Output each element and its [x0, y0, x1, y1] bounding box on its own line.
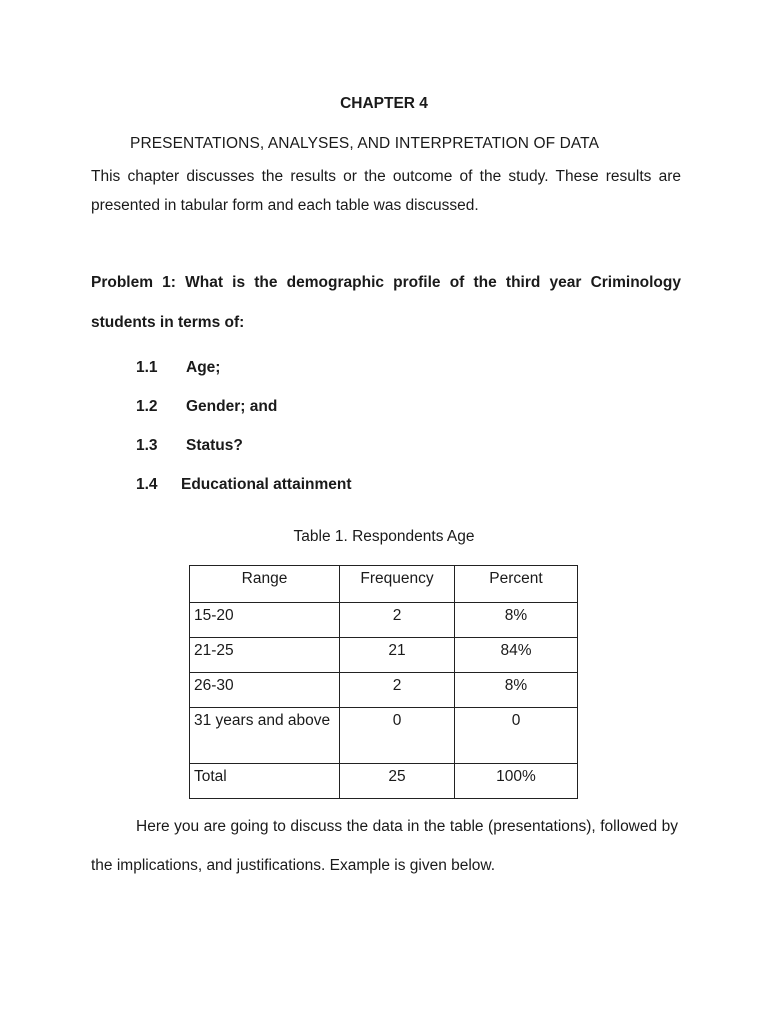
chapter-heading: CHAPTER 4 — [340, 95, 428, 112]
cell-percent: 8% — [455, 673, 578, 708]
discussion-paragraph — [91, 807, 678, 885]
problem-statement: Problem 1: What is the demographic profile of the third year Criminology students in terms of: — [91, 274, 681, 331]
discussion-text: Here you are going to discuss the data in the table (presentations), followed by the implications, and justifications. Example is given below. — [91, 818, 678, 874]
cell-percent: 8% — [455, 603, 578, 638]
list-item-number: 1.1 — [136, 359, 158, 376]
cell-range: Total — [190, 764, 340, 799]
list-item-number: 1.4 — [136, 476, 158, 493]
intro-paragraph: This chapter discusses the results or the outcome of the study. These results are presented in tabular form and each table was discussed. — [91, 168, 681, 214]
cell-percent: 0 — [455, 708, 578, 764]
cell-range: 26-30 — [190, 673, 340, 708]
column-header-percent: Percent — [455, 566, 578, 603]
cell-frequency: 21 — [340, 638, 455, 673]
table-header-row — [190, 566, 578, 603]
table-row-total — [190, 764, 578, 799]
column-header-range: Range — [190, 566, 340, 603]
cell-percent: 84% — [455, 638, 578, 673]
list-item-number: 1.2 — [136, 398, 158, 415]
list-item-education — [136, 476, 352, 494]
cell-percent: 100% — [455, 764, 578, 799]
list-item-age — [136, 359, 220, 377]
cell-frequency: 2 — [340, 603, 455, 638]
cell-range: 31 years and above — [190, 708, 340, 764]
cell-frequency: 25 — [340, 764, 455, 799]
column-header-frequency: Frequency — [340, 566, 455, 603]
cell-frequency: 0 — [340, 708, 455, 764]
section-title: PRESENTATIONS, ANALYSES, AND INTERPRETATION OF DATA — [130, 135, 600, 152]
table-row — [190, 708, 578, 764]
list-item-gender — [136, 398, 277, 416]
list-item-label: Gender; and — [186, 398, 278, 415]
list-item-status — [136, 437, 243, 455]
cell-frequency: 2 — [340, 673, 455, 708]
table-row — [190, 603, 578, 638]
list-item-label: Age; — [186, 359, 221, 376]
table-row — [190, 673, 578, 708]
list-item-number: 1.3 — [136, 437, 158, 454]
list-item-label: Educational attainment — [181, 476, 352, 493]
respondents-age-table — [189, 565, 578, 799]
table-caption: Table 1. Respondents Age — [293, 528, 475, 545]
table-row — [190, 638, 578, 673]
cell-range: 21-25 — [190, 638, 340, 673]
list-item-label: Status? — [186, 437, 243, 454]
cell-range: 15-20 — [190, 603, 340, 638]
